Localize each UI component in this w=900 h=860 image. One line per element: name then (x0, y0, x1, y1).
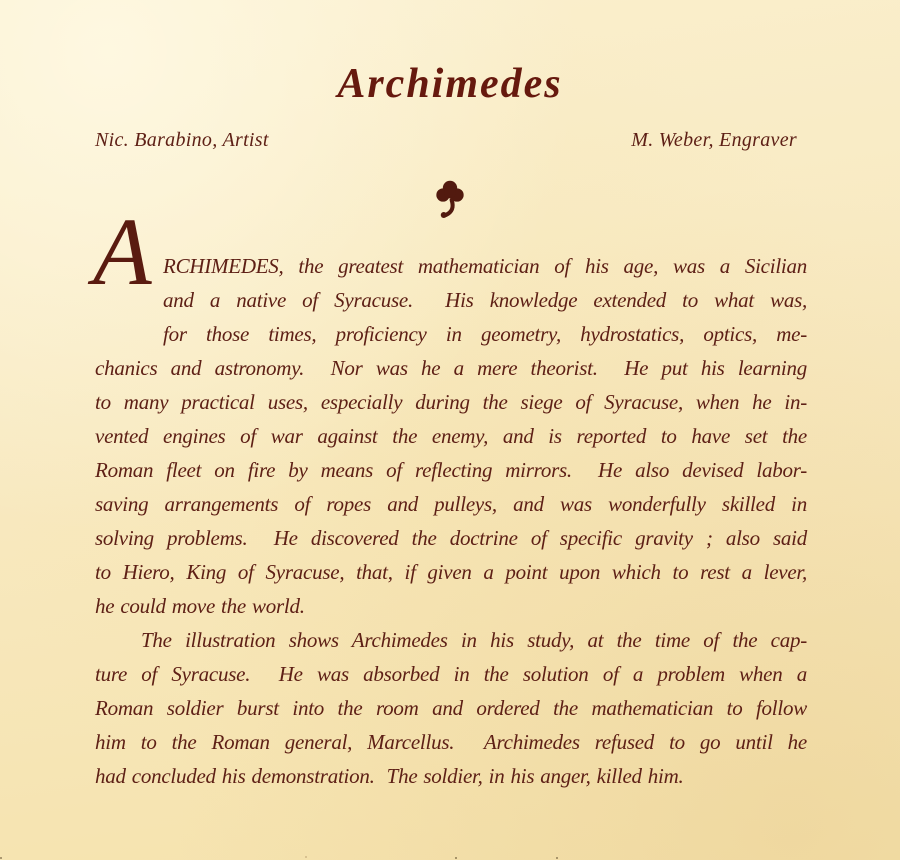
text-line: saving arrangements of ropes and pulleys, and was wonderfully skilled in (95, 492, 807, 516)
text-line: for those times, proficiency in geometry, hydrostatics, optics, me- (163, 322, 807, 346)
body-text (93, 198, 807, 793)
credits-row (95, 129, 797, 152)
text-line: Roman fleet on fire by means of reflecting mirrors. He also devised labor- (95, 458, 807, 482)
dropcap-letter: A (93, 198, 152, 305)
text-line: ture of Syracuse. He was absorbed in the solution of a problem when a (95, 662, 807, 686)
text-line: him to the Roman general, Marcellus. Archimedes refused to go until he (95, 730, 807, 754)
text-line: chanics and astronomy. Nor was he a mere theorist. He put his learning (95, 356, 807, 380)
text-line: to many practical uses, especially during the siege of Syracuse, when he in- (95, 390, 807, 414)
text-line: vented engines of war against the enemy, and is reported to have set the (95, 424, 807, 448)
text-line: to Hiero, King of Syracuse, that, if given a point upon which to rest a lever, (95, 560, 807, 584)
page-title: Archimedes (337, 61, 563, 107)
text-line: had concluded his demonstration. The soldier, in his anger, killed him. (95, 764, 684, 788)
text-line: he could move the world. (95, 594, 305, 618)
text-line: Roman soldier burst into the room and ordered the mathematician to follow (95, 696, 807, 720)
artist-credit: Nic. Barabino, Artist (95, 129, 269, 151)
text-line: and a native of Syracuse. His knowledge extended to what was, (163, 288, 807, 312)
text-line: RCHIMEDES, the greatest mathematician of his age, was a Sicilian (163, 254, 807, 278)
text-line: solving problems. He discovered the doctrine of specific gravity ; also said (95, 526, 807, 550)
engraver-credit: M. Weber, Engraver (631, 129, 797, 151)
text-line: The illustration shows Archimedes in his study, at the time of the cap- (141, 628, 807, 652)
club-fleuron-icon (435, 180, 465, 220)
